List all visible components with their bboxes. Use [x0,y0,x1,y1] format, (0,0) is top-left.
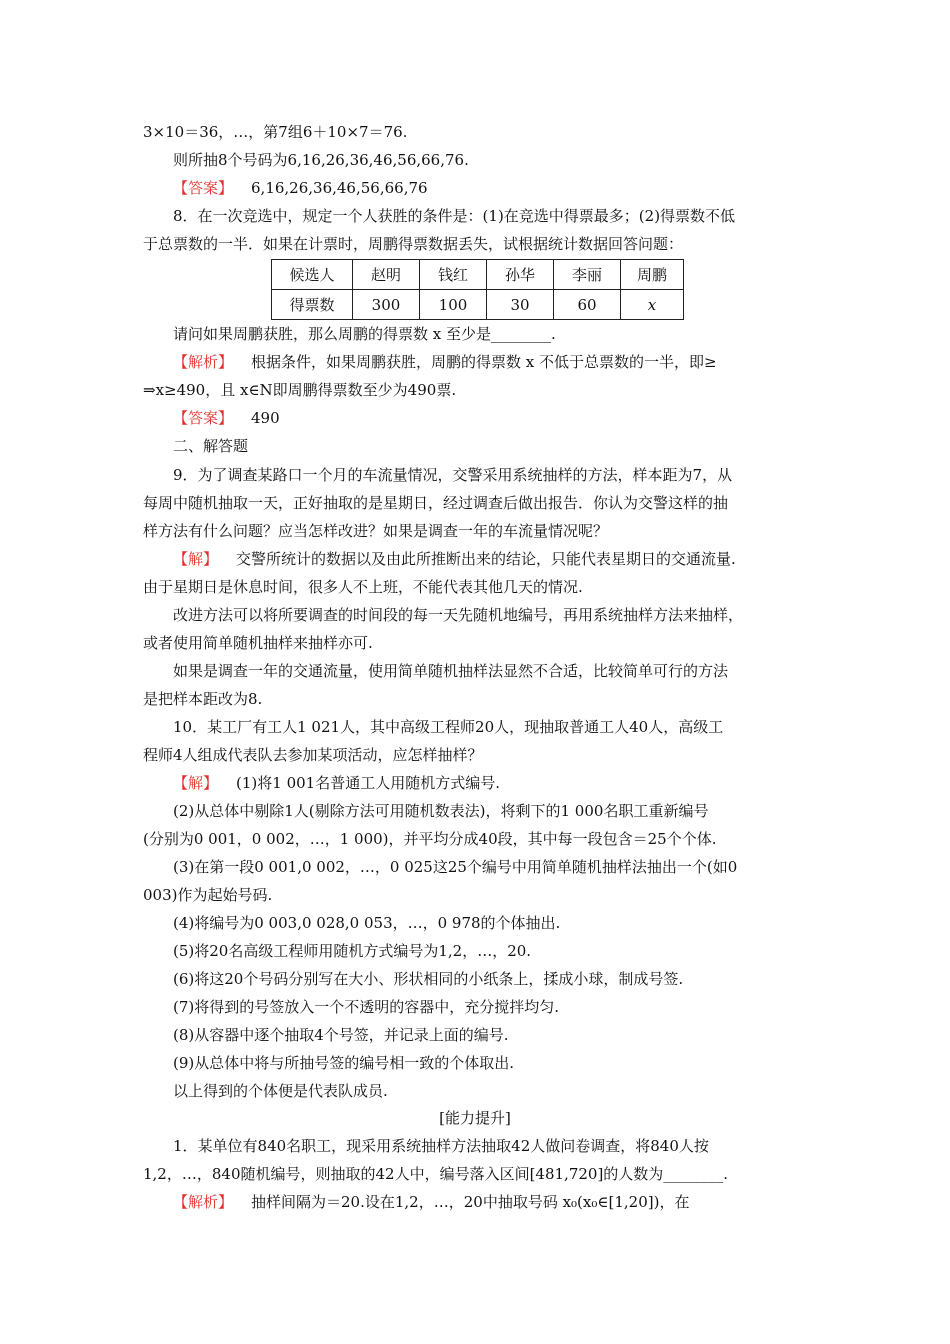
text-line: (5)将20名高级工程师用随机方式编号为1,2，…，20. [173,942,532,960]
text-line: 003)作为起始号码. [143,886,273,904]
table-cell: 60 [554,290,621,320]
text-line: 3×10＝36，…，第7组6＋10×7＝76. [143,123,408,141]
text-line: 则所抽8个号码为6,16,26,36,46,56,66,76. [173,151,469,169]
question-1: 1．某单位有840名职工，现采用系统抽样方法抽取42人做问卷调查，将840人按 [173,1137,709,1155]
text-line: 样方法有什么问题？应当怎样改进？如果是调查一年的车流量情况呢？ [143,522,609,540]
solution-text: 交警所统计的数据以及由此所推断出来的结论，只能代表星期日的交通流量. [236,550,736,568]
text-line: (8)从容器中逐个抽取4个号签，并记录上面的编号. [173,1026,509,1044]
text-line: (9)从总体中将与所抽号签的编号相一致的个体取出. [173,1054,515,1072]
table-cell: 30 [487,290,554,320]
table-row [272,290,684,320]
answer-line [173,408,280,428]
table-cell: 周鹏 [621,260,684,290]
text-line: ⇒x≥490，且 x∈N即周鹏得票数至少为490票. [143,381,457,399]
text-line: (6)将这20个号码分别写在大小、形状相同的小纸条上，揉成小球，制成号签. [173,970,684,988]
analysis-line [173,1192,689,1212]
question-10: 10．某工厂有工人1 021人，其中高级工程师20人，现抽取普通工人40人，高级工 [173,718,724,736]
text-line: (分别为0 001，0 002，…，1 000)，并平均分成40段，其中每一段包含＝25个个体. [143,830,717,848]
analysis-tag: 【解析】 [173,1193,234,1211]
answer-text: 6,16,26,36,46,56,66,76 [251,179,428,197]
text-line: (3)在第一段0 001,0 002，…，0 025这25个编号中用简单随机抽样法抽出一个(如0 [173,858,738,876]
analysis-tag: 【解析】 [173,353,234,371]
solution-tag: 【解】 [173,774,219,792]
text-line: 或者使用简单随机抽样来抽样亦可. [143,634,373,652]
text-line: 每周中随机抽取一天，正好抽取的是星期日，经过调查后做出报告．你认为交警这样的抽 [143,494,729,512]
answer-line [173,178,428,198]
table-cell: 候选人 [272,260,353,290]
table-cell: 300 [353,290,420,320]
analysis-line [173,352,717,372]
text-line: (4)将编号为0 003,0 028,0 053，…，0 978的个体抽出. [173,914,561,932]
text-line: 请问如果周鹏获胜，那么周鹏的得票数 x 至少是________. [173,325,556,343]
answer-tag: 【答案】 [173,409,234,427]
text-line: (7)将得到的号签放入一个不透明的容器中，充分搅拌均匀. [173,998,560,1016]
text-line: 由于星期日是休息时间，很多人不上班，不能代表其他几天的情况. [143,578,583,596]
analysis-text: 抽样间隔为＝20.设在1,2，…，20中抽取号码 x₀(x₀∈[1,20])，在 [251,1193,690,1211]
answer-text: 490 [251,409,280,427]
table-cell: 孙华 [487,260,554,290]
solution-tag: 【解】 [173,550,219,568]
table-cell: 得票数 [272,290,353,320]
text-line: 以上得到的个体便是代表队成员. [173,1082,388,1100]
text-line: 是把样本距改为8. [143,690,263,708]
analysis-text: 根据条件，如果周鹏获胜，周鹏的得票数 x 不低于总票数的一半，即≥ [251,353,717,371]
text-line: 1,2，…，840随机编号，则抽取的42人中，编号落入区间[481,720]的人数为________. [143,1165,729,1183]
solution-text: (1)将1 001名普通工人用随机方式编号. [236,774,500,792]
text-line: 于总票数的一半．如果在计票时，周鹏得票数据丢失，试根据统计数据回答问题： [143,235,684,253]
solution-line [173,549,736,569]
answer-tag: 【答案】 [173,179,234,197]
text-line: 如果是调查一年的交通流量，使用简单随机抽样法显然不合适，比较简单可行的方法 [173,662,729,680]
table-cell: 李丽 [554,260,621,290]
text-line: 改进方法可以将所要调查的时间段的每一天先随机地编号，再用系统抽样方法来抽样， [173,606,744,624]
table-cell: x [621,290,684,320]
question-8: 8．在一次竞选中，规定一个人获胜的条件是：(1)在竞选中得票最多；(2)得票数不低 [173,207,736,225]
question-9: 9．为了调查某路口一个月的车流量情况，交警采用系统抽样的方法，样本距为7，从 [173,466,733,484]
vote-table [271,259,684,320]
table-cell: 赵明 [353,260,420,290]
section-heading: [能力提升] [439,1109,511,1127]
solution-line [173,773,500,793]
table-header-row [272,260,684,290]
text-line: (2)从总体中剔除1人(剔除方法可用随机数表法)，将剩下的1 000名职工重新编号 [173,802,709,820]
section-heading: 二、解答题 [173,437,249,455]
table-cell: 钱红 [420,260,487,290]
table-cell: 100 [420,290,487,320]
text-line: 程师4人组成代表队去参加某项活动，应怎样抽样？ [143,746,483,764]
